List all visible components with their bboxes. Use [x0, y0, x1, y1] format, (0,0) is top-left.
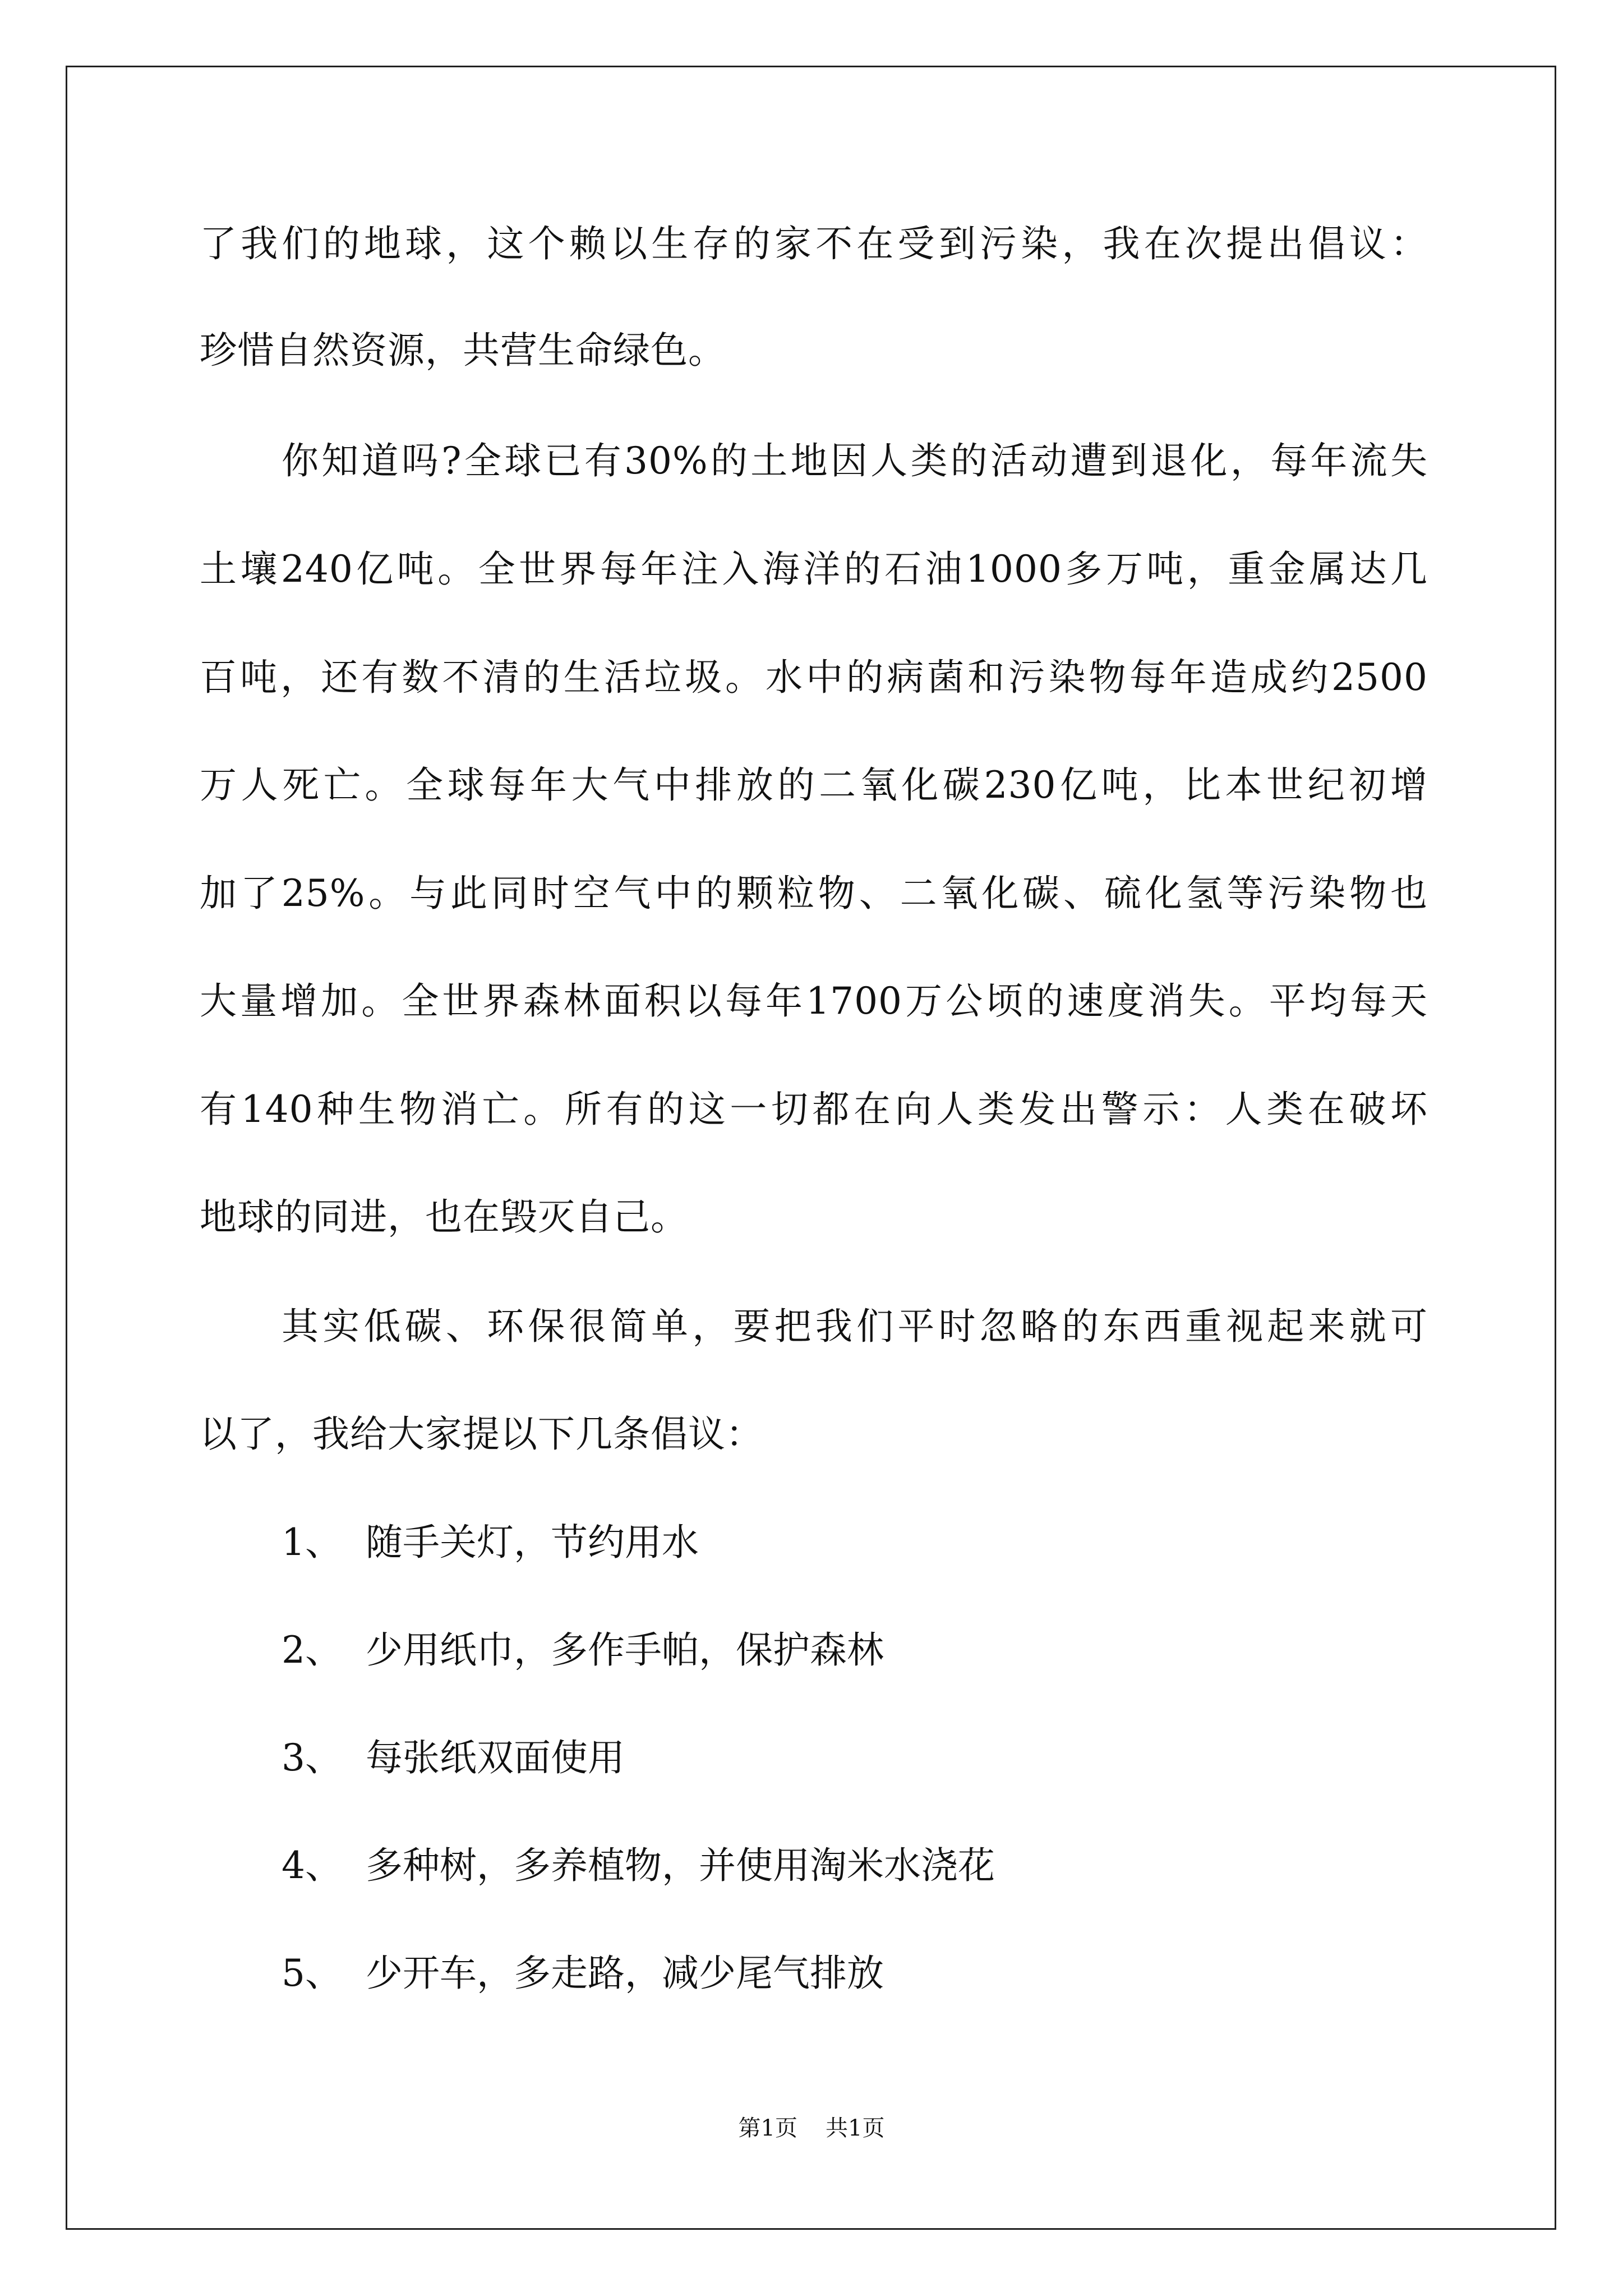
list-item: [282, 1520, 699, 1565]
text-line: 土壤240亿吨。全世界每年注入海洋的石油1000多万吨，重金属达几: [200, 547, 1428, 591]
page-footer: [0, 2115, 1623, 2142]
text-line: 了我们的地球，这个赖以生存的家不在受到污染，我在次提出倡议：: [200, 222, 1428, 265]
text-line: 你知道吗?全球已有30%的土地因人类的活动遭到退化，每年流失: [282, 439, 1428, 482]
text-line: 万人死亡。全球每年大气中排放的二氧化碳230亿吨，比本世纪初增: [200, 763, 1428, 807]
list-item-number: 3、: [282, 1736, 342, 1779]
text-line: 以了，我给大家提以下几条倡议：: [200, 1412, 763, 1456]
list-item-text: 每张纸双面使用: [366, 1736, 625, 1779]
list-item: [282, 1736, 625, 1780]
list-item-text: 少开车，多走路，减少尾气排放: [366, 1952, 884, 1995]
list-item-number: 4、: [282, 1844, 342, 1887]
list-item: [282, 1628, 884, 1673]
list-item-number: 2、: [282, 1628, 342, 1672]
list-item: [282, 1951, 884, 1996]
text-line: 珍惜自然资源，共营生命绿色。: [200, 329, 726, 372]
text-line: 有140种生物消亡。所有的这一切都在向人类发出警示：人类在破坏: [200, 1088, 1428, 1131]
text-line: 地球的同进，也在毁灭自己。: [200, 1195, 688, 1239]
text-line: 大量增加。全世界森林面积以每年1700万公顷的速度消失。平均每天: [200, 979, 1428, 1023]
list-item-text: 多种树，多养植物，并使用淘米水浇花: [366, 1844, 995, 1887]
text-line: 加了25%。与此同时空气中的颗粒物、二氧化碳、硫化氢等污染物也: [200, 872, 1428, 915]
text-line: 百吨，还有数不清的生活垃圾。水中的病菌和污染物每年造成约2500: [200, 656, 1428, 699]
list-item-text: 随手关灯，节约用水: [366, 1521, 699, 1564]
text-line: 其实低碳、环保很简单，要把我们平时忽略的东西重视起来就可: [282, 1305, 1428, 1348]
list-item-number: 1、: [282, 1521, 342, 1564]
list-item-text: 少用纸巾，多作手帕，保护森林: [366, 1628, 884, 1672]
page-border: [66, 66, 1556, 2230]
list-item: [282, 1843, 995, 1888]
page-number: 第1页: [738, 2115, 797, 2141]
list-item-number: 5、: [282, 1952, 342, 1995]
page-total: 共1页: [826, 2115, 885, 2141]
